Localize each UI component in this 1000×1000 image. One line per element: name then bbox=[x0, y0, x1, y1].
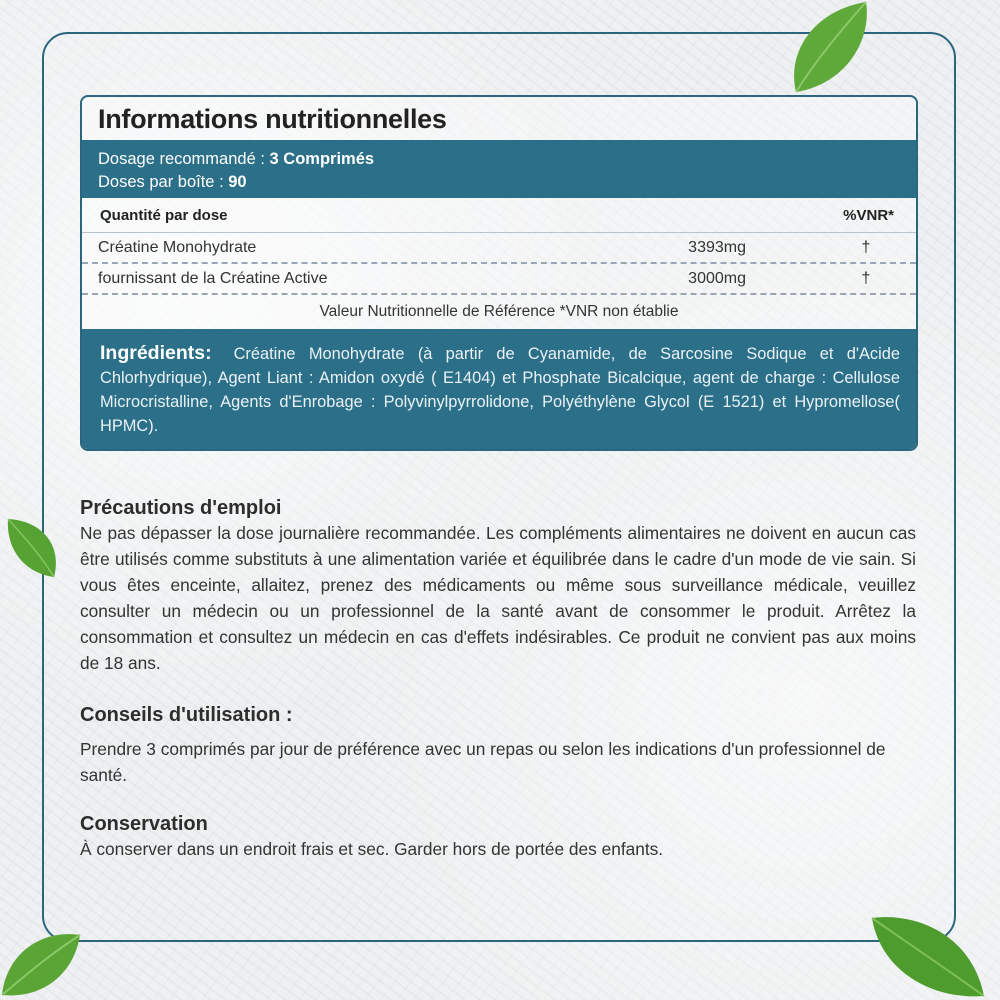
storage-text: À conserver dans un endroit frais et sec. Garder hors de portée des enfants. bbox=[80, 839, 664, 859]
row-vnr: † bbox=[861, 238, 871, 256]
row-name: fournissant de la Créatine Active bbox=[98, 269, 328, 287]
row-amount: 3000mg bbox=[688, 269, 746, 287]
usage-text: Prendre 3 comprimés par jour de préférence avec un repas ou selon les indications d'un professionnel de santé. bbox=[80, 739, 886, 785]
ingredients-text: Créatine Monohydrate (à partir de Cyanamide, de Sarcosine Sodique et d'Acide Chlorhydrique), Agent Liant : Amidon oxydé ( E1404) et Phosphate Bicalcique, agent de charge : Cellulose Microcristalline, Agents d'Enrobage : Polyvinylpyrrolidone, Polyéthylène Glycol (E 1521) et Hypromellose( HPMC). bbox=[100, 345, 900, 435]
precautions-title: Précautions d'emploi bbox=[80, 497, 282, 519]
table-row bbox=[82, 264, 916, 295]
nutrition-title: Informations nutritionnelles bbox=[98, 104, 447, 134]
doses-line: Doses par boîte : 90 bbox=[98, 173, 247, 191]
storage-section bbox=[80, 813, 916, 862]
row-amount: 3393mg bbox=[688, 238, 746, 256]
table-row bbox=[82, 233, 916, 264]
leaf-bottom-left-icon bbox=[0, 925, 82, 1000]
column-vnr: %VNR* bbox=[843, 206, 894, 224]
usage-title: Conseils d'utilisation : bbox=[80, 704, 293, 726]
ingredients-box bbox=[82, 329, 916, 451]
precautions-text: Ne pas dépasser la dose journalière recommandée. Les compléments alimentaires ne doivent en aucun cas être utilisés comme substituts à une alimentation variée et équilibrée dans le cadre d'un mode de vie sain. Si vous êtes enceinte, allaitez, prenez des médicaments ou même sous surveillance médicale, veuillez consulter un médecin ou un professionnel de la santé avant de consommer le produit. Arrêtez la consommation et consultez un médecin en cas d'effets indésirables. Ce produit ne convient pas aux moins de 18 ans. bbox=[80, 523, 916, 673]
ingredients-label: Ingrédients: bbox=[100, 342, 212, 364]
row-name: Créatine Monohydrate bbox=[98, 238, 257, 256]
leaf-left-icon bbox=[4, 515, 62, 581]
dosage-line: Dosage recommandé : 3 Comprimés bbox=[98, 150, 375, 168]
usage-section bbox=[80, 704, 916, 788]
leaf-top-right-icon bbox=[786, 0, 872, 96]
dosage-box bbox=[82, 140, 916, 198]
storage-title: Conservation bbox=[80, 813, 208, 835]
table-header bbox=[82, 198, 916, 233]
column-quantity: Quantité par dose bbox=[100, 206, 228, 224]
leaf-bottom-right-icon bbox=[868, 912, 988, 1000]
row-vnr: † bbox=[861, 269, 871, 287]
vnr-footnote: Valeur Nutritionnelle de Référence *VNR non établie bbox=[319, 303, 679, 320]
nutrition-panel bbox=[80, 95, 918, 451]
precautions-section bbox=[80, 497, 916, 676]
